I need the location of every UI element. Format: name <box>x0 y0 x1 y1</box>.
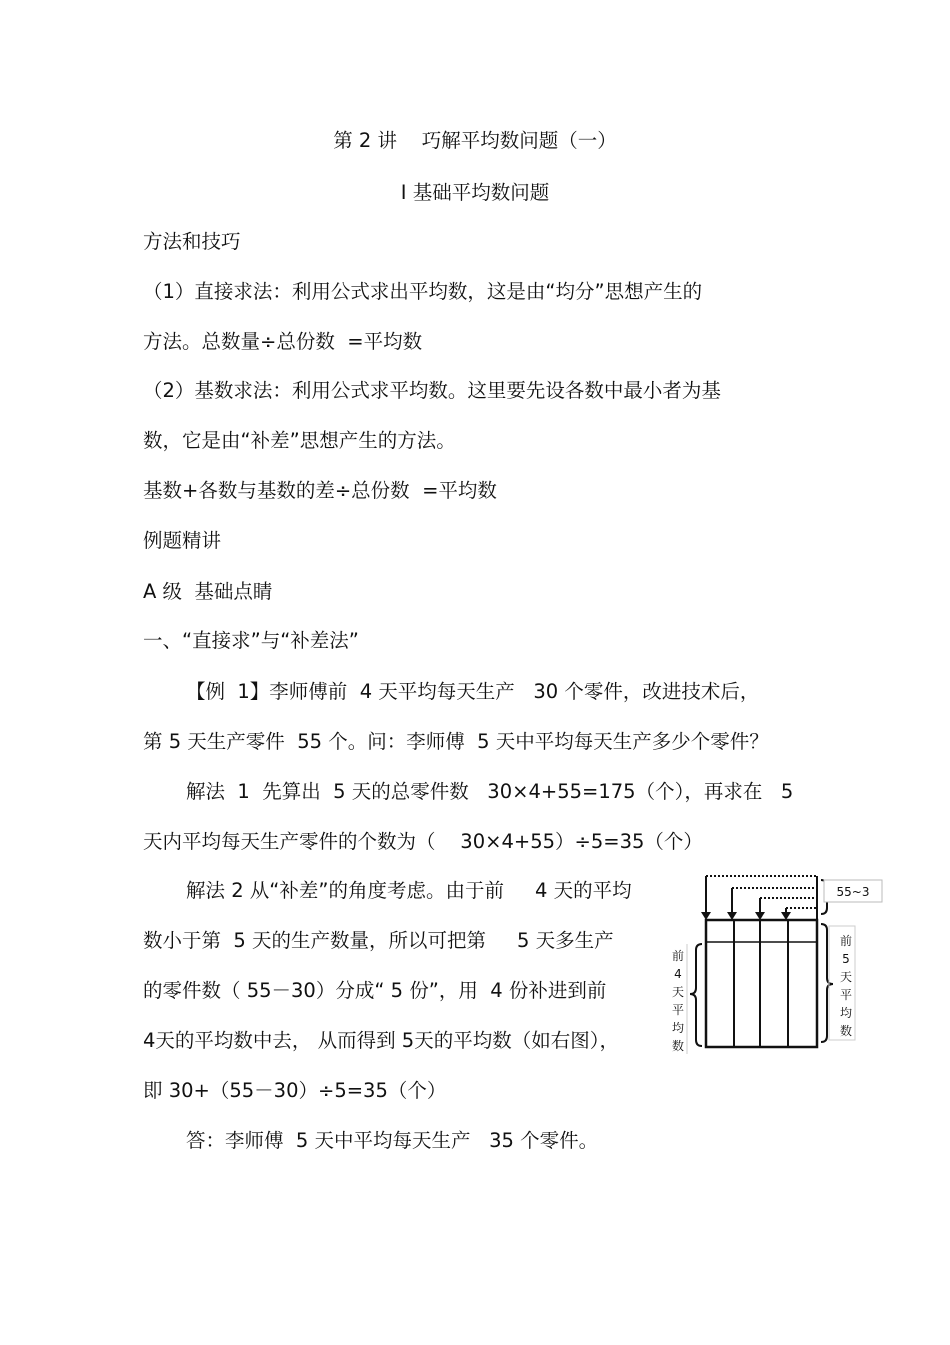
right-label <box>840 934 852 1038</box>
heading-methods: 方法和技巧 <box>143 230 241 253</box>
svg-text:数: 数 <box>839 1024 853 1038</box>
svg-text:天: 天 <box>839 970 853 984</box>
method-1-line-1: （1）直接求法：利用公式求出平均数，这是由“均分”思想产生的 <box>143 280 703 303</box>
solution-2-line-4: 4天的平均数中去， 从而得到 5天的平均数（如右图）， <box>143 1029 619 1052</box>
solution-1-line-2: 天内平均每天生产零件的个数为（ 30×4+55）÷5=35（个） <box>143 830 703 853</box>
left-label <box>672 949 684 1053</box>
right-brace <box>821 924 833 1042</box>
page-title: 第 2 讲 巧解平均数问题（一） <box>333 129 617 152</box>
average-block <box>706 920 817 1047</box>
solution-2-line-1: 解法 2 从“补差”的角度考虑。由于前 4 天的平均 <box>186 879 632 902</box>
heading-section-1: 一、“直接求”与“补差法” <box>143 629 359 652</box>
heading-level-a: A 级 基础点睛 <box>143 580 273 603</box>
svg-text:平: 平 <box>671 1003 685 1017</box>
svg-text:前: 前 <box>839 934 853 948</box>
solution-2-line-3: 的零件数（ 55－30）分成“ 5 份”，用 4 份补进到前 <box>143 979 607 1002</box>
heading-examples: 例题精讲 <box>143 529 222 552</box>
section-title: Ⅰ 基础平均数问题 <box>400 181 550 204</box>
svg-text:前: 前 <box>671 949 685 963</box>
svg-text:数: 数 <box>671 1039 685 1053</box>
method-2-formula: 基数+各数与基数的差÷总份数 =平均数 <box>143 479 497 502</box>
left-brace <box>690 944 702 1046</box>
example-1-line-2: 第 5 天生产零件 55 个。问：李师傅 5 天中平均每天生产多少个零件？ <box>143 730 769 753</box>
example-1-line-1: 【例 1】李师傅前 4 天平均每天生产 30 个零件，改进技术后， <box>186 680 760 703</box>
answer-line: 答：李师傅 5 天中平均每天生产 35 个零件。 <box>186 1129 599 1152</box>
svg-text:4: 4 <box>674 967 682 981</box>
method-1-line-2: 方法。总数量÷总份数 =平均数 <box>143 330 423 353</box>
solution-1-line-1: 解法 1 先算出 5 天的总零件数 30×4+55=175（个），再求在 5 <box>186 780 794 803</box>
svg-text:天: 天 <box>671 985 685 999</box>
svg-text:均: 均 <box>839 1006 853 1020</box>
svg-text:5: 5 <box>842 952 850 966</box>
solution-2-line-5: 即 30+（55－30）÷5=35（个） <box>143 1079 447 1102</box>
method-2-line-1: （2）基数求法：利用公式求平均数。这里要先设各数中最小者为基 <box>143 379 721 402</box>
svg-text:均: 均 <box>671 1021 685 1035</box>
method-2-line-2: 数，它是由“补差”思想产生的方法。 <box>143 429 456 452</box>
top-label: 55~3 <box>836 885 870 899</box>
average-diagram <box>660 868 890 1068</box>
solution-2-line-2: 数小于第 5 天的生产数量，所以可把第 5 天多生产 <box>143 929 614 952</box>
svg-text:平: 平 <box>839 988 853 1002</box>
